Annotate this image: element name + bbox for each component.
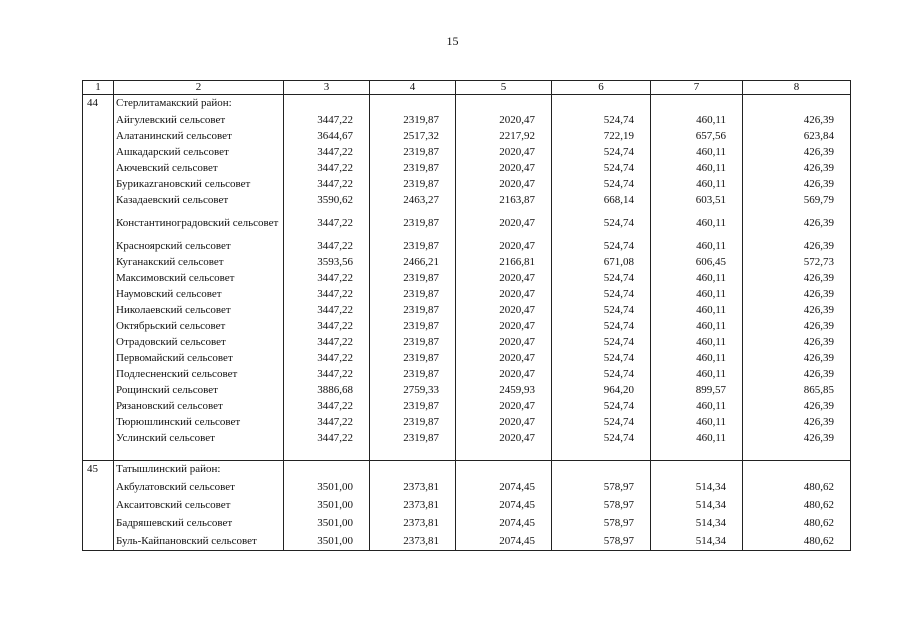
empty-cell — [83, 160, 114, 176]
table-row — [83, 382, 851, 398]
value-cell: 2319,87 — [370, 286, 456, 302]
value-cell: 3447,22 — [284, 398, 370, 414]
value-cell: 2319,87 — [370, 414, 456, 430]
table-row — [83, 208, 851, 238]
value-cell: 2020,47 — [456, 270, 552, 286]
empty-cell — [284, 95, 370, 113]
table-row — [83, 318, 851, 334]
value-cell: 2319,87 — [370, 334, 456, 350]
settlement-name: Услинский сельсовет — [114, 430, 284, 446]
value-cell: 2373,81 — [370, 496, 456, 514]
value-cell: 460,11 — [651, 366, 743, 382]
settlement-name: Максимовский сельсовет — [114, 270, 284, 286]
table-row — [83, 112, 851, 128]
value-cell: 514,34 — [651, 514, 743, 532]
value-cell: 3447,22 — [284, 144, 370, 160]
value-cell: 2020,47 — [456, 350, 552, 366]
table-row — [83, 350, 851, 366]
section-header-row — [83, 461, 851, 479]
empty-cell — [83, 176, 114, 192]
value-cell: 3501,00 — [284, 478, 370, 496]
value-cell: 2373,81 — [370, 514, 456, 532]
table-row — [83, 176, 851, 192]
value-cell: 524,74 — [552, 302, 651, 318]
col-header: 7 — [651, 81, 743, 95]
value-cell: 514,34 — [651, 532, 743, 551]
empty-cell — [552, 461, 651, 479]
empty-cell — [83, 382, 114, 398]
value-cell: 2074,45 — [456, 514, 552, 532]
value-cell: 2020,47 — [456, 208, 552, 238]
table-row — [83, 128, 851, 144]
section-number: 44 — [83, 95, 114, 113]
settlement-name: Буль-Кайпановский сельсовет — [114, 532, 284, 551]
value-cell: 460,11 — [651, 398, 743, 414]
empty-cell — [83, 238, 114, 254]
value-cell: 3447,22 — [284, 270, 370, 286]
value-cell: 426,39 — [743, 176, 851, 192]
value-cell: 524,74 — [552, 334, 651, 350]
settlement-name: Казадаевский сельсовет — [114, 192, 284, 208]
settlement-name: Акбулатовский сельсовет — [114, 478, 284, 496]
empty-cell — [370, 461, 456, 479]
table-row — [83, 302, 851, 318]
value-cell: 460,11 — [651, 112, 743, 128]
value-cell: 460,11 — [651, 176, 743, 192]
value-cell: 426,39 — [743, 112, 851, 128]
value-cell: 2166,81 — [456, 254, 552, 270]
table-body — [83, 95, 851, 551]
value-cell: 3447,22 — [284, 334, 370, 350]
value-cell: 2373,81 — [370, 478, 456, 496]
value-cell: 480,62 — [743, 532, 851, 551]
value-cell: 2319,87 — [370, 112, 456, 128]
table-row — [83, 430, 851, 446]
col-header: 8 — [743, 81, 851, 95]
table-row — [83, 414, 851, 430]
table-row — [83, 398, 851, 414]
col-header: 1 — [83, 81, 114, 95]
empty-cell — [83, 208, 114, 238]
table-row — [83, 478, 851, 496]
value-cell: 3447,22 — [284, 318, 370, 334]
value-cell: 426,39 — [743, 208, 851, 238]
empty-cell — [83, 254, 114, 270]
value-cell: 2319,87 — [370, 366, 456, 382]
empty-cell — [83, 366, 114, 382]
value-cell: 2319,87 — [370, 144, 456, 160]
value-cell: 460,11 — [651, 144, 743, 160]
value-cell: 426,39 — [743, 160, 851, 176]
district-title: Татышлинский район: — [114, 461, 284, 479]
section-number: 45 — [83, 461, 114, 479]
value-cell: 2319,87 — [370, 270, 456, 286]
settlement-name: Наумовский сельсовет — [114, 286, 284, 302]
empty-cell — [83, 334, 114, 350]
tariff-table — [82, 80, 851, 551]
value-cell: 3886,68 — [284, 382, 370, 398]
col-header: 5 — [456, 81, 552, 95]
settlement-name: Куганакский сельсовет — [114, 254, 284, 270]
value-cell: 460,11 — [651, 270, 743, 286]
value-cell: 2463,27 — [370, 192, 456, 208]
settlement-name: Отрадовский сельсовет — [114, 334, 284, 350]
value-cell: 2020,47 — [456, 334, 552, 350]
value-cell: 480,62 — [743, 514, 851, 532]
value-cell: 524,74 — [552, 112, 651, 128]
value-cell: 426,39 — [743, 414, 851, 430]
value-cell: 460,11 — [651, 286, 743, 302]
value-cell: 514,34 — [651, 496, 743, 514]
value-cell: 3447,22 — [284, 176, 370, 192]
settlement-name: Бадряшевский сельсовет — [114, 514, 284, 532]
value-cell: 2459,93 — [456, 382, 552, 398]
empty-cell — [651, 446, 743, 461]
table-row — [83, 270, 851, 286]
value-cell: 3501,00 — [284, 532, 370, 551]
page-number: 15 — [446, 34, 459, 48]
empty-cell — [83, 112, 114, 128]
value-cell: 2020,47 — [456, 398, 552, 414]
value-cell: 2020,47 — [456, 160, 552, 176]
empty-cell — [83, 144, 114, 160]
empty-cell — [114, 446, 284, 461]
value-cell: 578,97 — [552, 496, 651, 514]
value-cell: 2517,32 — [370, 128, 456, 144]
value-cell: 578,97 — [552, 532, 651, 551]
district-title: Стерлитамакский район: — [114, 95, 284, 113]
value-cell: 524,74 — [552, 286, 651, 302]
value-cell: 426,39 — [743, 366, 851, 382]
value-cell: 2074,45 — [456, 496, 552, 514]
settlement-name: Рощинский сельсовет — [114, 382, 284, 398]
value-cell: 3447,22 — [284, 414, 370, 430]
value-cell: 426,39 — [743, 334, 851, 350]
settlement-name: Бурикazгановский сельсовет — [114, 176, 284, 192]
value-cell: 480,62 — [743, 478, 851, 496]
value-cell: 2020,47 — [456, 414, 552, 430]
value-cell: 578,97 — [552, 478, 651, 496]
value-cell: 3447,22 — [284, 112, 370, 128]
value-cell: 460,11 — [651, 318, 743, 334]
value-cell: 460,11 — [651, 350, 743, 366]
settlement-name: Тюрюшлинский сельсовет — [114, 414, 284, 430]
value-cell: 426,39 — [743, 318, 851, 334]
section-spacer — [83, 446, 851, 461]
empty-cell — [83, 270, 114, 286]
value-cell: 3590,62 — [284, 192, 370, 208]
value-cell: 2319,87 — [370, 350, 456, 366]
value-cell: 657,56 — [651, 128, 743, 144]
empty-cell — [83, 430, 114, 446]
settlement-name: Подлесненский сельсовет — [114, 366, 284, 382]
value-cell: 865,85 — [743, 382, 851, 398]
value-cell: 524,74 — [552, 398, 651, 414]
table-row — [83, 192, 851, 208]
value-cell: 2319,87 — [370, 160, 456, 176]
empty-cell — [552, 446, 651, 461]
value-cell: 2319,87 — [370, 208, 456, 238]
value-cell: 2466,21 — [370, 254, 456, 270]
empty-cell — [83, 514, 114, 532]
value-cell: 3644,67 — [284, 128, 370, 144]
empty-cell — [370, 95, 456, 113]
table-row — [83, 366, 851, 382]
value-cell: 426,39 — [743, 430, 851, 446]
value-cell: 480,62 — [743, 496, 851, 514]
empty-cell — [743, 446, 851, 461]
col-header: 4 — [370, 81, 456, 95]
section-header-row — [83, 95, 851, 113]
table-row — [83, 238, 851, 254]
value-cell: 2217,92 — [456, 128, 552, 144]
value-cell: 722,19 — [552, 128, 651, 144]
value-cell: 603,51 — [651, 192, 743, 208]
value-cell: 2020,47 — [456, 112, 552, 128]
value-cell: 426,39 — [743, 238, 851, 254]
settlement-name: Красноярский сельсовет — [114, 238, 284, 254]
value-cell: 3447,22 — [284, 350, 370, 366]
empty-cell — [370, 446, 456, 461]
settlement-name: Константиноградовский сельсовет — [114, 208, 284, 238]
empty-cell — [83, 318, 114, 334]
empty-cell — [83, 496, 114, 514]
value-cell: 2074,45 — [456, 478, 552, 496]
empty-cell — [83, 398, 114, 414]
value-cell: 524,74 — [552, 366, 651, 382]
value-cell: 426,39 — [743, 270, 851, 286]
table-row — [83, 160, 851, 176]
value-cell: 3501,00 — [284, 514, 370, 532]
value-cell: 524,74 — [552, 238, 651, 254]
value-cell: 572,73 — [743, 254, 851, 270]
empty-cell — [83, 532, 114, 551]
value-cell: 2020,47 — [456, 366, 552, 382]
empty-cell — [456, 461, 552, 479]
value-cell: 569,79 — [743, 192, 851, 208]
value-cell: 3447,22 — [284, 208, 370, 238]
empty-cell — [83, 446, 114, 461]
table-row — [83, 334, 851, 350]
value-cell: 623,84 — [743, 128, 851, 144]
value-cell: 2020,47 — [456, 302, 552, 318]
value-cell: 524,74 — [552, 430, 651, 446]
value-cell: 514,34 — [651, 478, 743, 496]
value-cell: 524,74 — [552, 414, 651, 430]
empty-cell — [284, 461, 370, 479]
table-row — [83, 532, 851, 551]
empty-cell — [651, 95, 743, 113]
value-cell: 2759,33 — [370, 382, 456, 398]
settlement-name: Айгулевский сельсовет — [114, 112, 284, 128]
value-cell: 606,45 — [651, 254, 743, 270]
value-cell: 899,57 — [651, 382, 743, 398]
value-cell: 460,11 — [651, 208, 743, 238]
value-cell: 2319,87 — [370, 302, 456, 318]
table-row — [83, 496, 851, 514]
settlement-name: Ашкадарский сельсовет — [114, 144, 284, 160]
settlement-name: Октябрьский сельсовет — [114, 318, 284, 334]
value-cell: 2020,47 — [456, 176, 552, 192]
value-cell: 671,08 — [552, 254, 651, 270]
value-cell: 2020,47 — [456, 238, 552, 254]
value-cell: 524,74 — [552, 208, 651, 238]
value-cell: 578,97 — [552, 514, 651, 532]
value-cell: 2373,81 — [370, 532, 456, 551]
empty-cell — [83, 414, 114, 430]
col-header: 6 — [552, 81, 651, 95]
value-cell: 3501,00 — [284, 496, 370, 514]
value-cell: 426,39 — [743, 398, 851, 414]
empty-cell — [83, 286, 114, 302]
value-cell: 524,74 — [552, 270, 651, 286]
value-cell: 3447,22 — [284, 302, 370, 318]
col-header: 3 — [284, 81, 370, 95]
value-cell: 2319,87 — [370, 318, 456, 334]
value-cell: 964,20 — [552, 382, 651, 398]
empty-cell — [83, 478, 114, 496]
value-cell: 2319,87 — [370, 430, 456, 446]
value-cell: 460,11 — [651, 160, 743, 176]
value-cell: 524,74 — [552, 160, 651, 176]
value-cell: 524,74 — [552, 144, 651, 160]
value-cell: 3447,22 — [284, 160, 370, 176]
value-cell: 2319,87 — [370, 176, 456, 192]
value-cell: 2319,87 — [370, 238, 456, 254]
value-cell: 524,74 — [552, 318, 651, 334]
value-cell: 2020,47 — [456, 318, 552, 334]
value-cell: 2163,87 — [456, 192, 552, 208]
value-cell: 460,11 — [651, 302, 743, 318]
value-cell: 2020,47 — [456, 144, 552, 160]
value-cell: 2319,87 — [370, 398, 456, 414]
value-cell: 3447,22 — [284, 366, 370, 382]
empty-cell — [743, 461, 851, 479]
value-cell: 460,11 — [651, 414, 743, 430]
value-cell: 668,14 — [552, 192, 651, 208]
value-cell: 460,11 — [651, 430, 743, 446]
empty-cell — [552, 95, 651, 113]
value-cell: 3593,56 — [284, 254, 370, 270]
empty-cell — [456, 446, 552, 461]
value-cell: 2020,47 — [456, 286, 552, 302]
col-header: 2 — [114, 81, 284, 95]
header-row — [83, 81, 851, 95]
empty-cell — [83, 128, 114, 144]
value-cell: 426,39 — [743, 286, 851, 302]
value-cell: 460,11 — [651, 334, 743, 350]
empty-cell — [83, 302, 114, 318]
settlement-name: Николаевский сельсовет — [114, 302, 284, 318]
value-cell: 524,74 — [552, 176, 651, 192]
value-cell: 460,11 — [651, 238, 743, 254]
empty-cell — [743, 95, 851, 113]
value-cell: 3447,22 — [284, 286, 370, 302]
value-cell: 524,74 — [552, 350, 651, 366]
settlement-name: Первомайский сельсовет — [114, 350, 284, 366]
value-cell: 426,39 — [743, 350, 851, 366]
table-row — [83, 254, 851, 270]
table-row — [83, 286, 851, 302]
settlement-name: Рязановский сельсовет — [114, 398, 284, 414]
value-cell: 426,39 — [743, 302, 851, 318]
settlement-name: Алатанинский сельсовет — [114, 128, 284, 144]
table-row — [83, 144, 851, 160]
settlement-name: Аксаитовский сельсовет — [114, 496, 284, 514]
empty-cell — [284, 446, 370, 461]
empty-cell — [83, 350, 114, 366]
value-cell: 2074,45 — [456, 532, 552, 551]
value-cell: 426,39 — [743, 144, 851, 160]
empty-cell — [651, 461, 743, 479]
table-row — [83, 514, 851, 532]
empty-cell — [83, 192, 114, 208]
settlement-name: Аючевский сельсовет — [114, 160, 284, 176]
value-cell: 2020,47 — [456, 430, 552, 446]
empty-cell — [456, 95, 552, 113]
value-cell: 3447,22 — [284, 430, 370, 446]
value-cell: 3447,22 — [284, 238, 370, 254]
